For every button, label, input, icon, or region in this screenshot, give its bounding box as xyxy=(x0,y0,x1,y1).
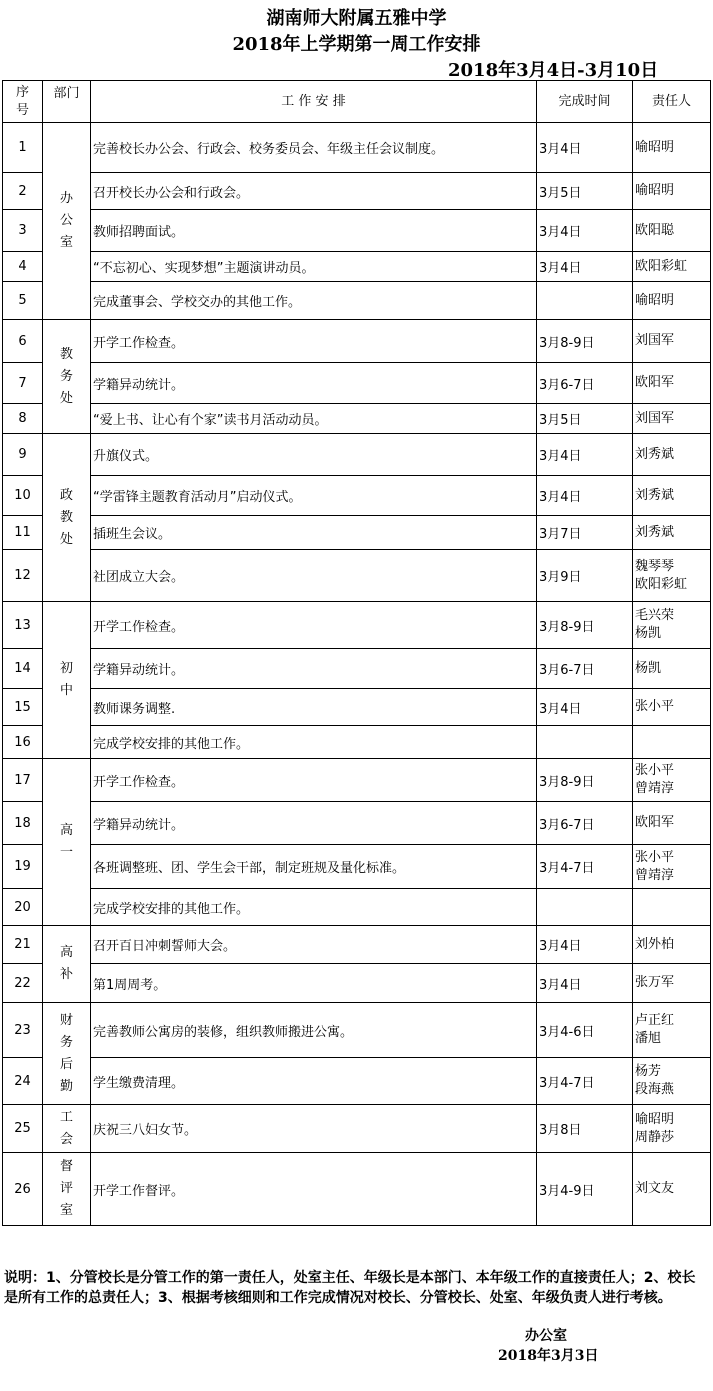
row-number: 11 xyxy=(3,516,43,550)
completion-time: 3月5日 xyxy=(537,173,633,210)
department-name: 财务后勤 xyxy=(59,1012,73,1094)
table-row xyxy=(3,689,711,726)
task-description: 教师招聘面试。 xyxy=(91,210,537,252)
person-name: 欧阳军 xyxy=(635,375,675,390)
row-number: 3 xyxy=(3,210,43,252)
responsible-person xyxy=(633,320,711,363)
date-range: 2018年3月4日-3月10日 xyxy=(448,60,659,81)
responsible-person xyxy=(633,1153,711,1226)
responsible-person xyxy=(633,476,711,516)
responsible-person xyxy=(633,759,711,802)
person-name-2: 曾靖淳 xyxy=(635,867,675,883)
table-row xyxy=(3,802,711,845)
table-row xyxy=(3,434,711,476)
task-description: 完成学校安排的其他工作。 xyxy=(91,726,537,759)
table-row xyxy=(3,476,711,516)
responsible-person xyxy=(633,363,711,404)
completion-time: 3月4-7日 xyxy=(537,845,633,889)
row-number: 19 xyxy=(3,845,43,889)
completion-time: 3月5日 xyxy=(537,404,633,434)
department-cell xyxy=(43,1153,91,1226)
task-description: “爱上书、让心有个家”读书月活动动员。 xyxy=(91,404,537,434)
person-name-2: 杨凯 xyxy=(635,626,662,641)
col-header-person: 责任人 xyxy=(633,81,711,123)
department-cell xyxy=(43,602,91,759)
row-number: 22 xyxy=(3,964,43,1003)
completion-time: 3月4日 xyxy=(537,434,633,476)
row-number: 9 xyxy=(3,434,43,476)
row-number: 20 xyxy=(3,889,43,926)
row-number: 16 xyxy=(3,726,43,759)
table-row xyxy=(3,726,711,759)
completion-time: 3月8-9日 xyxy=(537,320,633,363)
department-cell xyxy=(43,1105,91,1153)
row-number: 14 xyxy=(3,649,43,689)
header-row xyxy=(3,81,711,123)
table-row xyxy=(3,602,711,649)
table-row xyxy=(3,1105,711,1153)
responsible-person xyxy=(633,282,711,320)
col-header-seq xyxy=(3,81,43,123)
completion-time: 3月4日 xyxy=(537,123,633,173)
school-name: 湖南师大附属五雅中学 xyxy=(266,8,447,29)
department-name: 督评室 xyxy=(59,1159,73,1218)
task-description: 升旗仪式。 xyxy=(91,434,537,476)
table-row xyxy=(3,649,711,689)
completion-time xyxy=(537,889,633,926)
table-row xyxy=(3,173,711,210)
task-description: 开学工作检查。 xyxy=(91,320,537,363)
table-row xyxy=(3,210,711,252)
person-name-2: 段海燕 xyxy=(635,1082,675,1097)
person-name-2: 周静莎 xyxy=(635,1129,675,1145)
table-row xyxy=(3,759,711,802)
schedule-table xyxy=(2,80,711,1226)
task-description: 学生缴费清理。 xyxy=(91,1058,537,1105)
person-name: 杨凯 xyxy=(635,660,662,676)
department-cell xyxy=(43,320,91,434)
person-name: 喻昭明 xyxy=(635,292,675,308)
task-description: 社团成立大会。 xyxy=(91,550,537,602)
row-number: 10 xyxy=(3,476,43,516)
person-name: 刘秀斌 xyxy=(635,446,675,462)
department-cell xyxy=(43,123,91,320)
person-name: 欧阳军 xyxy=(635,815,675,830)
responsible-person xyxy=(633,252,711,282)
person-name: 刘文友 xyxy=(635,1181,675,1196)
responsible-person xyxy=(633,649,711,689)
responsible-person xyxy=(633,1003,711,1058)
completion-time xyxy=(537,282,633,320)
row-number: 5 xyxy=(3,282,43,320)
completion-time xyxy=(537,726,633,759)
completion-time: 3月4日 xyxy=(537,689,633,726)
task-description: 完善教师公寓房的装修，组织教师搬进公寓。 xyxy=(91,1003,537,1058)
col-header-seq-label: 序号 xyxy=(15,84,29,118)
row-number: 17 xyxy=(3,759,43,802)
col-header-dept: 部门 xyxy=(43,81,91,123)
task-description: 完善校长办公会、行政会、校务委员会、年级主任会议制度。 xyxy=(91,123,537,173)
task-description: 召开校长办公会和行政会。 xyxy=(91,173,537,210)
table-row xyxy=(3,123,711,173)
department-name: 初中 xyxy=(59,661,73,698)
completion-time: 3月6-7日 xyxy=(537,649,633,689)
signature-date: 2018年3月3日 xyxy=(498,1348,599,1364)
responsible-person xyxy=(633,845,711,889)
row-number: 18 xyxy=(3,802,43,845)
task-description: 学籍异动统计。 xyxy=(91,363,537,404)
completion-time: 3月4日 xyxy=(537,476,633,516)
person-name: 卢正红 xyxy=(635,1013,675,1028)
responsible-person xyxy=(633,726,711,759)
completion-time: 3月8日 xyxy=(537,1105,633,1153)
responsible-person xyxy=(633,516,711,550)
person-name: 张小平 xyxy=(635,849,675,865)
table-row xyxy=(3,363,711,404)
row-number: 23 xyxy=(3,1003,43,1058)
table-row xyxy=(3,889,711,926)
table-row xyxy=(3,926,711,964)
completion-time: 3月4-7日 xyxy=(537,1058,633,1105)
person-name: 张万军 xyxy=(635,975,675,990)
notes: 说明：1、分管校长是分管工作的第一责任人，处室主任、年级长是本部门、本年级工作的直接责任人；2、校长是所有工作的总责任人；3、根据考核细则和工作完成情况对校长、分管校长、处室、年级负责人进行考核。 xyxy=(4,1270,696,1306)
completion-time: 3月4日 xyxy=(537,964,633,1003)
col-header-task: 工 作 安 排 xyxy=(91,81,537,123)
col-header-time: 完成时间 xyxy=(537,81,633,123)
department-name: 高一 xyxy=(59,823,73,860)
row-number: 12 xyxy=(3,550,43,602)
department-name: 办公室 xyxy=(59,191,73,250)
person-name-2: 潘旭 xyxy=(635,1031,662,1046)
row-number: 4 xyxy=(3,252,43,282)
table-row xyxy=(3,252,711,282)
row-number: 2 xyxy=(3,173,43,210)
person-name: 刘外柏 xyxy=(635,936,675,952)
row-number: 25 xyxy=(3,1105,43,1153)
person-name: 张小平 xyxy=(635,763,675,778)
person-name: 毛兴荣 xyxy=(635,608,675,623)
completion-time: 3月9日 xyxy=(537,550,633,602)
table-row xyxy=(3,964,711,1003)
department-name: 工会 xyxy=(59,1109,73,1147)
row-number: 7 xyxy=(3,363,43,404)
person-name: 魏琴琴 xyxy=(635,558,675,574)
responsible-person xyxy=(633,602,711,649)
responsible-person xyxy=(633,210,711,252)
table-row xyxy=(3,550,711,602)
person-name: 欧阳聪 xyxy=(635,222,675,238)
department-cell xyxy=(43,759,91,926)
department-name: 教务处 xyxy=(59,346,73,406)
person-name-2: 欧阳彩虹 xyxy=(635,576,688,592)
responsible-person xyxy=(633,434,711,476)
table-row xyxy=(3,845,711,889)
completion-time: 3月6-7日 xyxy=(537,363,633,404)
completion-time: 3月4日 xyxy=(537,926,633,964)
task-description: 开学工作督评。 xyxy=(91,1153,537,1226)
completion-time: 3月7日 xyxy=(537,516,633,550)
row-number: 21 xyxy=(3,926,43,964)
department-cell xyxy=(43,1003,91,1105)
responsible-person xyxy=(633,926,711,964)
completion-time: 3月6-7日 xyxy=(537,802,633,845)
row-number: 8 xyxy=(3,404,43,434)
completion-time: 3月4-6日 xyxy=(537,1003,633,1058)
table-row xyxy=(3,282,711,320)
row-number: 24 xyxy=(3,1058,43,1105)
responsible-person xyxy=(633,1105,711,1153)
task-description: 庆祝三八妇女节。 xyxy=(91,1105,537,1153)
table-row xyxy=(3,516,711,550)
person-name: 刘国军 xyxy=(635,410,675,426)
person-name: 喻昭明 xyxy=(635,183,675,198)
responsible-person xyxy=(633,404,711,434)
row-number: 1 xyxy=(3,123,43,173)
person-name: 张小平 xyxy=(635,699,675,714)
row-number: 26 xyxy=(3,1153,43,1226)
completion-time: 3月8-9日 xyxy=(537,759,633,802)
responsible-person xyxy=(633,1058,711,1105)
completion-time: 3月4日 xyxy=(537,210,633,252)
responsible-person xyxy=(633,802,711,845)
person-name: 刘秀斌 xyxy=(635,524,675,540)
completion-time: 3月8-9日 xyxy=(537,602,633,649)
task-description: 插班生会议。 xyxy=(91,516,537,550)
department-cell xyxy=(43,926,91,1003)
completion-time: 3月4-9日 xyxy=(537,1153,633,1226)
person-name: 喻昭明 xyxy=(635,1111,675,1127)
task-description: “学雷锋主题教育活动月”启动仪式。 xyxy=(91,476,537,516)
person-name: 欧阳彩虹 xyxy=(635,258,688,274)
person-name: 喻昭明 xyxy=(635,139,675,155)
person-name-2: 曾靖淳 xyxy=(635,781,675,796)
responsible-person xyxy=(633,689,711,726)
responsible-person xyxy=(633,964,711,1003)
task-description: 完成董事会、学校交办的其他工作。 xyxy=(91,282,537,320)
responsible-person xyxy=(633,123,711,173)
row-number: 6 xyxy=(3,320,43,363)
department-cell xyxy=(43,434,91,602)
task-description: 召开百日冲刺誓师大会。 xyxy=(91,926,537,964)
task-description: 各班调整班、团、学生会干部，制定班规及量化标准。 xyxy=(91,845,537,889)
task-description: 开学工作检查。 xyxy=(91,759,537,802)
table-row xyxy=(3,1058,711,1105)
task-description: “不忘初心、实现梦想”主题演讲动员。 xyxy=(91,252,537,282)
person-name: 刘国军 xyxy=(635,333,675,348)
task-description: 教师课务调整. xyxy=(91,689,537,726)
completion-time: 3月4日 xyxy=(537,252,633,282)
responsible-person xyxy=(633,550,711,602)
signature-office: 办公室 xyxy=(525,1328,567,1344)
table-row xyxy=(3,1153,711,1226)
task-description: 学籍异动统计。 xyxy=(91,802,537,845)
schedule-title: 2018年上学期第一周工作安排 xyxy=(232,34,481,55)
responsible-person xyxy=(633,173,711,210)
task-description: 完成学校安排的其他工作。 xyxy=(91,889,537,926)
department-name: 政教处 xyxy=(59,487,73,547)
row-number: 15 xyxy=(3,689,43,726)
person-name: 杨芳 xyxy=(635,1064,662,1079)
responsible-person xyxy=(633,889,711,926)
department-name: 高补 xyxy=(59,945,73,982)
person-name: 刘秀斌 xyxy=(635,487,675,503)
task-description: 学籍异动统计。 xyxy=(91,649,537,689)
table-row xyxy=(3,404,711,434)
table-row xyxy=(3,320,711,363)
task-description: 开学工作检查。 xyxy=(91,602,537,649)
table-row xyxy=(3,1003,711,1058)
row-number: 13 xyxy=(3,602,43,649)
schedule-body xyxy=(3,123,711,1226)
task-description: 第1周周考。 xyxy=(91,964,537,1003)
